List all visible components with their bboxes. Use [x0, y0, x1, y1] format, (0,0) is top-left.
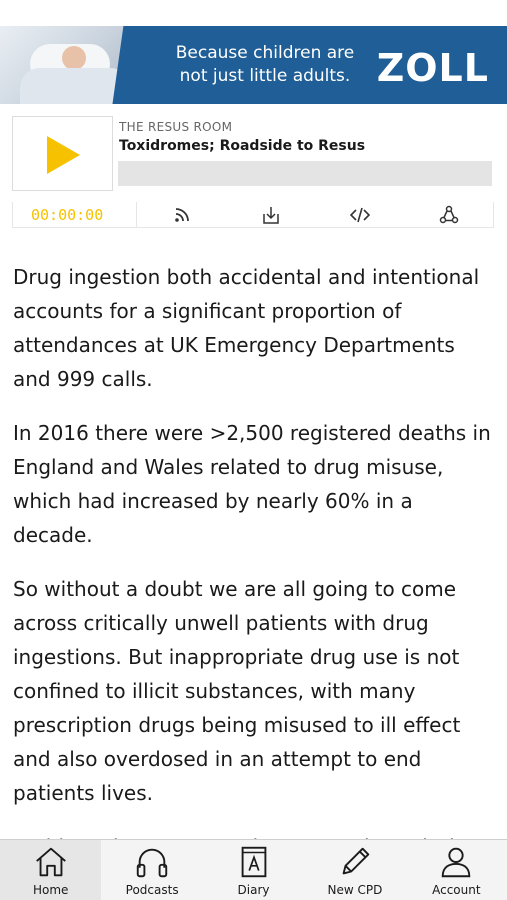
share-button[interactable]	[404, 202, 493, 228]
embed-button[interactable]	[315, 202, 404, 228]
podcast-player	[12, 116, 494, 228]
progress-bar[interactable]	[118, 161, 492, 186]
play-button[interactable]	[12, 116, 113, 191]
episode-title: Toxidromes; Roadside to Resus	[119, 138, 366, 154]
article-paragraph: Drug ingestion both accidental and intentional accounts for a significant proportion of attendances at UK Emergency Departments and 999 calls.	[13, 265, 480, 391]
tab-new-cpd[interactable]	[304, 840, 405, 900]
article-paragraph: So without a doubt we are all going to come across critically unwell patients with drug ingestions. But inappropriate drug use is not confined to illicit substances, with many prescription drugs being misused to ill effect and also overdosed in an attempt to end patients lives.	[13, 577, 461, 805]
tab-label: Account	[432, 883, 481, 897]
rss-icon	[172, 205, 192, 225]
ad-tagline	[160, 42, 370, 88]
ad-photo	[0, 26, 140, 104]
show-name: THE RESUS ROOM	[119, 120, 233, 134]
play-icon	[47, 136, 80, 174]
status-bar	[0, 0, 507, 26]
bottom-tab-bar	[0, 839, 507, 900]
tab-home[interactable]	[0, 840, 101, 900]
ad-tagline-line2: not just little adults.	[179, 66, 351, 86]
tab-podcasts[interactable]	[101, 840, 202, 900]
time-display: 00:00:00	[13, 202, 137, 228]
tab-label: Home	[32, 883, 69, 897]
headphones-icon	[133, 843, 171, 881]
rss-button[interactable]	[137, 202, 226, 228]
user-icon	[437, 843, 475, 881]
ad-tagline-line1: Because children are	[175, 43, 355, 63]
tab-label: Diary	[237, 883, 270, 897]
download-icon	[261, 205, 281, 225]
tab-diary[interactable]	[203, 840, 304, 900]
diary-icon	[235, 843, 273, 881]
download-button[interactable]	[226, 202, 315, 228]
ad-banner[interactable]	[0, 26, 507, 104]
embed-code-icon	[350, 205, 370, 225]
share-icon	[439, 205, 459, 225]
article-paragraph: In 2016 there were >2,500 registered deaths in England and Wales related to drug misuse, which had increased by nearly 60% in a decade.	[13, 421, 491, 547]
tab-account[interactable]	[406, 840, 507, 900]
tab-label: Podcasts	[125, 883, 179, 897]
home-icon	[32, 843, 70, 881]
ad-logo: ZOLL	[376, 46, 489, 90]
player-controls	[12, 202, 494, 228]
tab-label: New CPD	[327, 883, 383, 897]
article-body	[13, 260, 495, 884]
pencil-icon	[336, 843, 374, 881]
